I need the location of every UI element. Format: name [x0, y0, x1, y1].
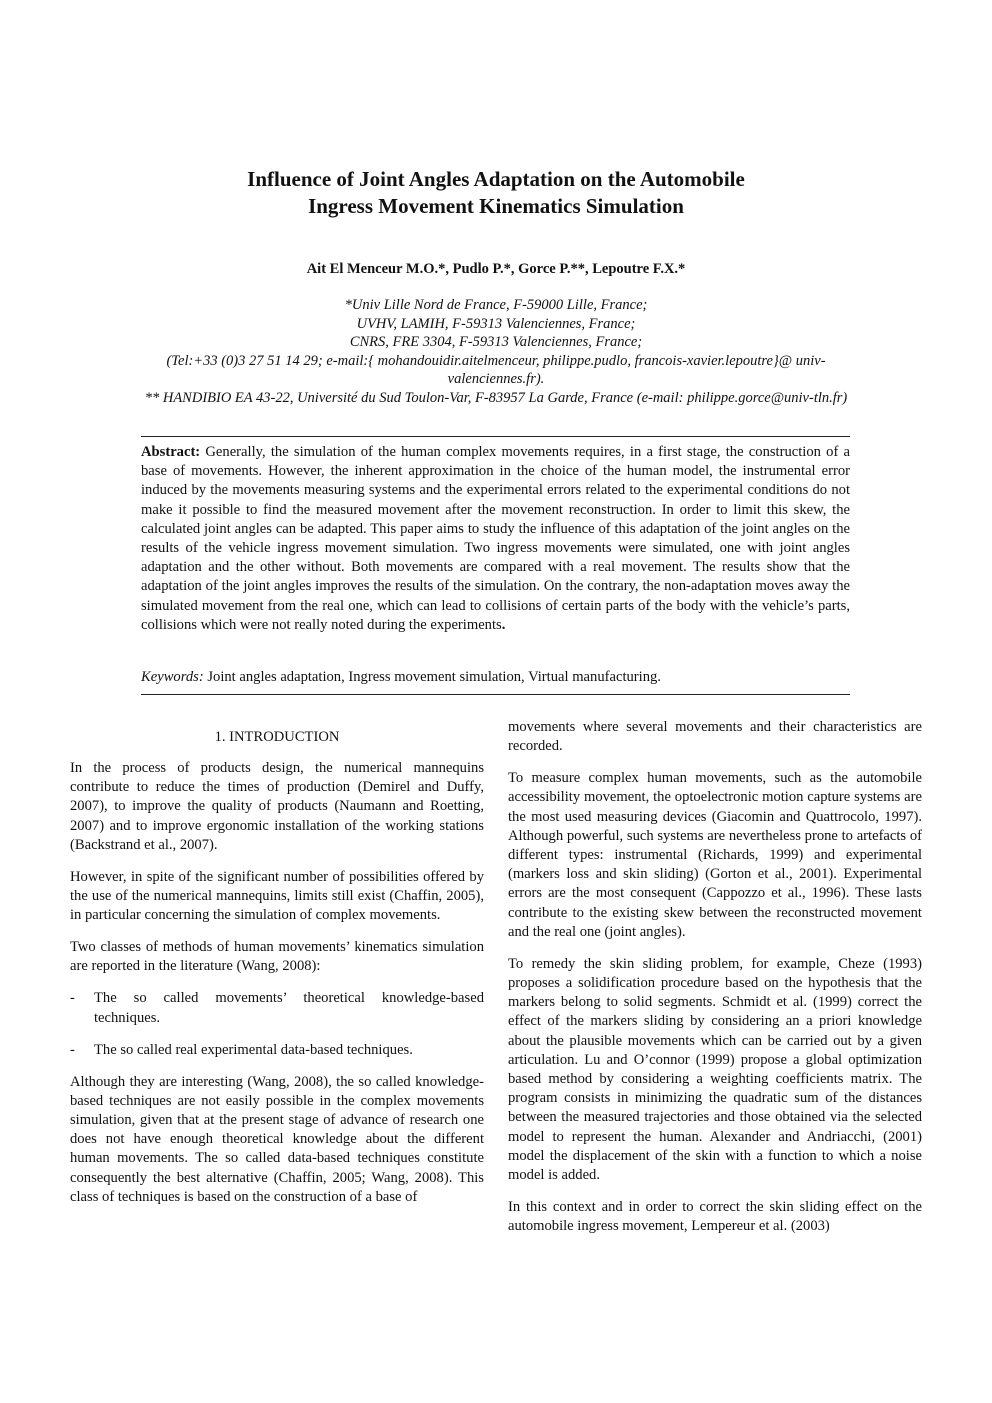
list-item	[70, 1041, 484, 1060]
affiliation-line: UVHV, LAMIH, F-59313 Valenciennes, France;	[356, 315, 636, 332]
paragraph: In this context and in order to correct the skin sliding effect on the automobile ingress movement, Lempereur et al. (2003)	[508, 1199, 922, 1235]
affiliation-line: ** HANDIBIO EA 43-22, Université du Sud Toulon-Var, F-83957 La Garde, France (e-mail: philippe.gorce@univ-tln.fr)	[144, 389, 848, 406]
paragraph: Two classes of methods of human movements’ kinematics simulation are reported in the literature (Wang, 2008):	[70, 939, 484, 975]
list-item	[70, 989, 484, 1027]
bullet-dash: -	[70, 1041, 75, 1058]
paragraph: To measure complex human movements, such as the automobile accessibility movement, the optoelectronic motion capture systems are the most used measuring devices (Giacomin and Quattrocolo, 1997). Although powerful, such systems are nevertheless prone to artefacts of different types: instrumental (Richards, 1999) and experimental (markers loss and skin sliding) (Gorton et al., 2001). Experimental errors are the most consequent (Cappozzo et al., 1996). These lasts contribute to the existing skew between the reconstructed movement and the real one (joint angles).	[508, 770, 922, 940]
author-list: Ait El Menceur M.O.*, Pudlo P.*, Gorce P.**, Lepoutre F.X.*	[306, 261, 686, 277]
abstract-top-rule	[141, 436, 850, 437]
abstract-bottom-rule	[141, 694, 850, 695]
left-column	[70, 718, 484, 1220]
keywords-label: Keywords:	[141, 669, 204, 685]
abstract	[141, 443, 850, 635]
abstract-text: Generally, the simulation of the human complex movements requires, in a first stage, the construction of a base of movements. However, the inherent approximation in the choice of the human model, the instrumental error induced by the movements measuring systems and the experimental errors related to the experimental conditions do not make it possible to find the measured movement after the movement reconstruction. In order to limit this skew, the calculated joint angles can be adapted. This paper aims to study the influence of this adaptation of the joint angles on the results of the vehicle ingress movement simulation. Two ingress movements were simulated, one with joint angles adaptation and the other without. Both movements are compared with a real movement. The results show that the adaptation of the joint angles improves the results of the simulation. On the contrary, the non-adaptation moves away the simulated movement from the real one, which can lead to collisions of certain parts of the body with the vehicle’s parts, collisions which were not really noted during the experiments	[141, 444, 850, 633]
paragraph: However, in spite of the significant number of possibilities offered by the use of the numerical mannequins, limits still exist (Chaffin, 2005), in particular concerning the simulation of complex movements.	[70, 868, 484, 924]
paper-title-line-2: Ingress Movement Kinematics Simulation	[308, 194, 684, 218]
paragraph: movements where several movements and their characteristics are recorded.	[508, 719, 922, 755]
affiliation-line: (Tel:+33 (0)3 27 51 14 29; e-mail:{ mohandouidir.aitelmenceur, philippe.pudlo, francois-xavier.lepoutre}@ univ-	[166, 352, 826, 369]
abstract-end: .	[501, 616, 506, 633]
paper-title	[120, 166, 872, 220]
keywords	[141, 668, 850, 687]
affiliations	[60, 296, 932, 408]
affiliation-line: CNRS, FRE 3304, F-59313 Valenciennes, France;	[349, 334, 643, 351]
paragraph: In the process of products design, the numerical mannequins contribute to reduce the times of production (Demirel and Duffy, 2007), to improve the quality of products (Naumann and Roetting, 2007) and to improve ergonomic installation of the working stations (Backstrand et al., 2007).	[70, 760, 484, 853]
affiliation-line: valenciennes.fr).	[447, 371, 545, 388]
affiliation-line: *Univ Lille Nord de France, F-59000 Lille, France;	[344, 297, 648, 313]
paper-title-line-1: Influence of Joint Angles Adaptation on the Automobile	[247, 167, 745, 191]
paragraph: To remedy the skin sliding problem, for example, Cheze (1993) proposes a solidification procedure based on the hypothesis that the markers belong to solid segments. Schmidt et al. (1999) correct the effect of the markers sliding by considering an a priori knowledge about the plausible movements which can be carried out by a given articulation. Lu and O’connor (1999) propose a global optimization based method by considering a weighting coefficients matrix. The program consists in minimizing the quadratic sum of the distances between the measured trajectories and those obtained via the selected model to represent the human. Alexander and Andriacchi, (2001) model the displacement of the skin with a function to which a noise model is added.	[508, 955, 922, 1184]
keywords-text: Joint angles adaptation, Ingress movement simulation, Virtual manufacturing.	[203, 669, 661, 685]
right-column	[508, 718, 922, 1249]
paragraph: Although they are interesting (Wang, 2008), the so called knowledge-based techniques are not easily possible in the complex movements simulation, given that at the present stage of advance of research one does not have enough theoretical knowledge about the different human movements. The so called data-based techniques constitute consequently the best alternative (Chaffin, 2005; Wang, 2008). This class of techniques is based on the construction of a base of	[70, 1073, 484, 1205]
list-item-text: The so called real experimental data-based techniques.	[94, 1041, 413, 1058]
bullet-dash: -	[70, 990, 75, 1007]
list-item-text: The so called movements’ theoretical knowledge-based techniques.	[94, 990, 484, 1026]
abstract-label: Abstract:	[141, 444, 201, 460]
section-heading-introduction: 1. INTRODUCTION	[214, 729, 340, 745]
